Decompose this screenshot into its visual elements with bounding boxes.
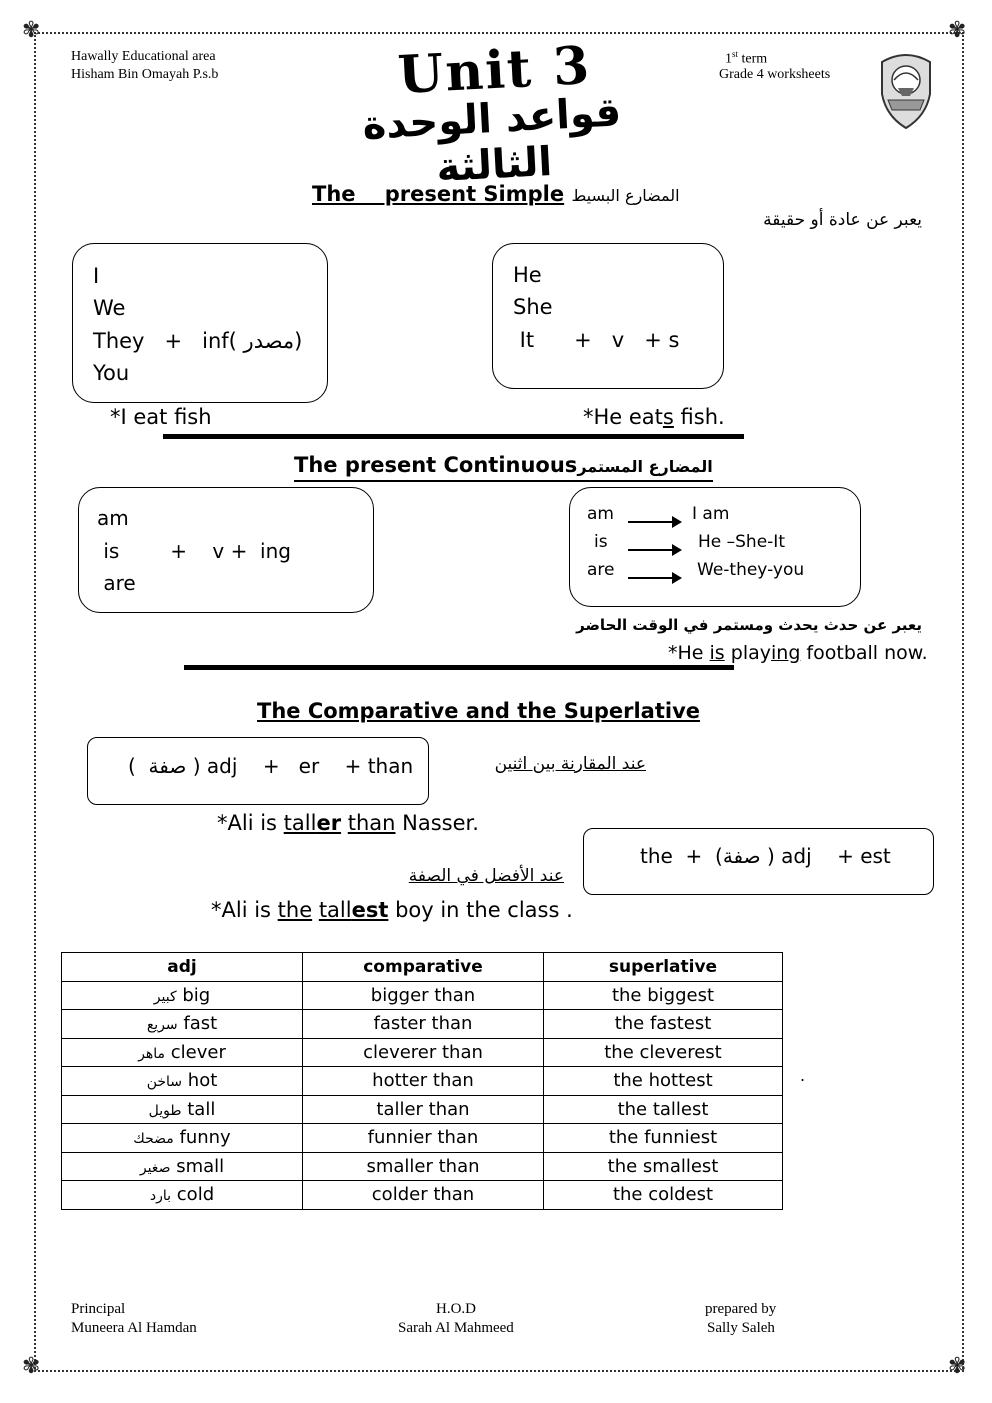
comparative-formula: ( صفة ) adj + er + than [128,754,414,778]
present-continuous-title: The present Continuous [294,453,578,477]
adj-cell [62,1095,303,1124]
header-school: Hisham Bin Omayah P.s.b [71,67,219,82]
term-superscript: st [732,49,739,59]
header-grade: Grade 4 worksheets [719,67,831,82]
emblem-icon [876,50,936,130]
comparative-cell: bigger than [303,981,544,1010]
present-continuous-arabic: المضارع المستمر [577,457,713,476]
table-row [62,1124,783,1153]
corner-ornament-icon: ✾ [948,18,967,43]
adj-word: fast [183,1013,218,1035]
present-simple-title: The present Simple [312,182,565,206]
ex-sup-rest: boy in the class . [388,898,573,922]
ex-comp-rest: Nasser. [395,811,479,835]
ex-sup-a: *Ali is [211,898,278,922]
hod-role: H.O.D [436,1301,476,1317]
adj-arabic: ساخن [146,1074,183,1091]
example-he-eats-b: fish. [673,405,725,429]
hod-name: Sarah Al Mahmeed [398,1320,514,1336]
comparative-cell: cleverer than [303,1038,544,1067]
present-simple-heading [312,182,680,206]
adj-word: hot [187,1070,218,1092]
comparative-formula-box [87,737,429,805]
adj-arabic: ماهر [138,1045,166,1062]
comparative-cell: smaller than [303,1152,544,1181]
corner-ornament-icon: ✾ [948,1354,967,1379]
adj-word: big [182,984,211,1006]
adj-word: tall [187,1098,216,1120]
formula-is-ing: is + v + ing [97,539,291,563]
example-play: play [724,642,771,664]
adj-cell [62,1067,303,1096]
example-i-eat: *I eat fish [110,405,212,429]
table-row [62,981,783,1010]
adj-word: small [176,1155,225,1177]
pair-subject-i: I am [692,504,730,524]
ex-comp-space [341,811,348,835]
adj-cell [62,981,303,1010]
column-header-adj: adj [62,953,303,982]
example-is: is [709,642,725,664]
adj-arabic: بارد [149,1188,172,1205]
superlative-formula-box [583,828,934,895]
adjective-table [61,952,783,1210]
subject-he: He [513,263,542,287]
corner-ornament-icon: ✾ [22,1354,41,1379]
present-continuous-heading [294,452,713,482]
example-he-eats-s: s [662,405,674,429]
table-header-row [62,953,783,982]
present-continuous-description: يعبر عن حدث يحدث ومستمر في الوقت الحاضر [576,616,922,634]
pair-verb-is: is [594,532,608,552]
principal-role: Principal [71,1301,126,1317]
adj-arabic: طويل [148,1102,182,1119]
present-simple-description: يعبر عن عادة أو حقيقة [763,210,922,230]
pair-subject-we: We-they-you [697,560,805,580]
unit-title: Unit 3 [396,34,593,107]
comparative-cell: faster than [303,1010,544,1039]
subject-you: You [93,361,130,385]
pair-verb-are: are [587,560,615,580]
comparative-cell: funnier than [303,1124,544,1153]
example-he-eats-a: *He eat [583,405,663,429]
adj-word: cold [176,1184,215,1206]
superlative-cell: the fastest [544,1010,783,1039]
present-simple-left-box [72,243,328,403]
superlative-cell: the smallest [544,1152,783,1181]
superlative-formula: the + (صفة ) adj + est [640,844,891,868]
adj-word: funny [179,1127,231,1149]
term-number: 1 [725,51,732,67]
superlative-cell: the hottest [544,1067,783,1096]
ex-comp-tall: tall [283,811,317,835]
formula-it: It + v + s [513,328,680,352]
example-ing: ing [771,642,801,664]
present-continuous-right-box [569,487,861,607]
present-simple-arabic: المضارع البسيط [571,186,680,205]
example-a: *He [668,642,710,664]
example-he-is-playing [668,642,928,664]
stray-dot: . [800,1066,806,1085]
corner-ornament-icon: ✾ [22,18,41,43]
ex-comp-than: than [347,811,396,835]
ex-sup-the: the [277,898,313,922]
adj-arabic: مضحك [133,1131,174,1148]
ex-comp-er: er [316,811,342,835]
superlative-cell: the biggest [544,981,783,1010]
term-word: term [738,51,768,67]
table-row [62,1010,783,1039]
formula-they: They + inf( مصدر) [93,329,303,353]
table-row [62,1095,783,1124]
present-simple-right-box [492,243,724,389]
ex-sup-tall: tall [318,898,352,922]
column-header-comparative: comparative [303,953,544,982]
ex-sup-space [312,898,319,922]
header-area: Hawally Educational area [71,49,216,64]
subject-we: We [93,296,126,320]
superlative-cell: the coldest [544,1181,783,1210]
pair-verb-am: am [587,504,614,524]
divider [184,665,734,670]
comparative-cell: taller than [303,1095,544,1124]
example-rest: football now. [800,642,928,664]
example-he-eats [583,405,725,429]
arrow-icon [628,543,682,557]
comparative-heading: The Comparative and the Superlative [257,699,701,723]
adj-cell [62,1152,303,1181]
superlative-cell: the cleverest [544,1038,783,1067]
arrow-icon [628,571,682,585]
table-row [62,1152,783,1181]
arrow-icon [628,515,682,529]
subject-she: She [513,295,553,319]
prepared-by-role: prepared by [705,1301,777,1317]
table-row [62,1181,783,1210]
example-superlative [211,898,573,922]
superlative-cell: the funniest [544,1124,783,1153]
adj-arabic: سريع [146,1017,178,1034]
comparative-cell: hotter than [303,1067,544,1096]
example-comparative [217,811,479,835]
aux-are: are [97,571,136,595]
comparative-cell: colder than [303,1181,544,1210]
column-header-superlative: superlative [544,953,783,982]
adj-cell [62,1181,303,1210]
table-row [62,1038,783,1067]
adj-cell [62,1038,303,1067]
adj-word: clever [170,1041,226,1063]
adj-cell [62,1010,303,1039]
adj-arabic: صغير [139,1159,171,1176]
arabic-title: قواعد الوحدة الثالثة [361,89,623,191]
superlative-description: عند الأفضل في الصفة [408,866,564,886]
ex-comp-a: *Ali is [217,811,284,835]
superlative-cell: the tallest [544,1095,783,1124]
comparative-description: عند المقارنة بين اثنين [494,754,646,774]
ex-sup-est: est [351,898,389,922]
principal-name: Muneera Al Hamdan [71,1320,197,1336]
pair-subject-he: He –She-It [698,532,785,552]
header-term [725,49,767,68]
table-row [62,1067,783,1096]
divider [163,434,744,439]
prepared-by-name: Sally Saleh [707,1320,775,1336]
present-continuous-left-box [78,487,374,613]
adj-cell [62,1124,303,1153]
subject-i: I [93,264,100,288]
adj-arabic: كبير [153,988,177,1005]
aux-am: am [97,506,129,530]
